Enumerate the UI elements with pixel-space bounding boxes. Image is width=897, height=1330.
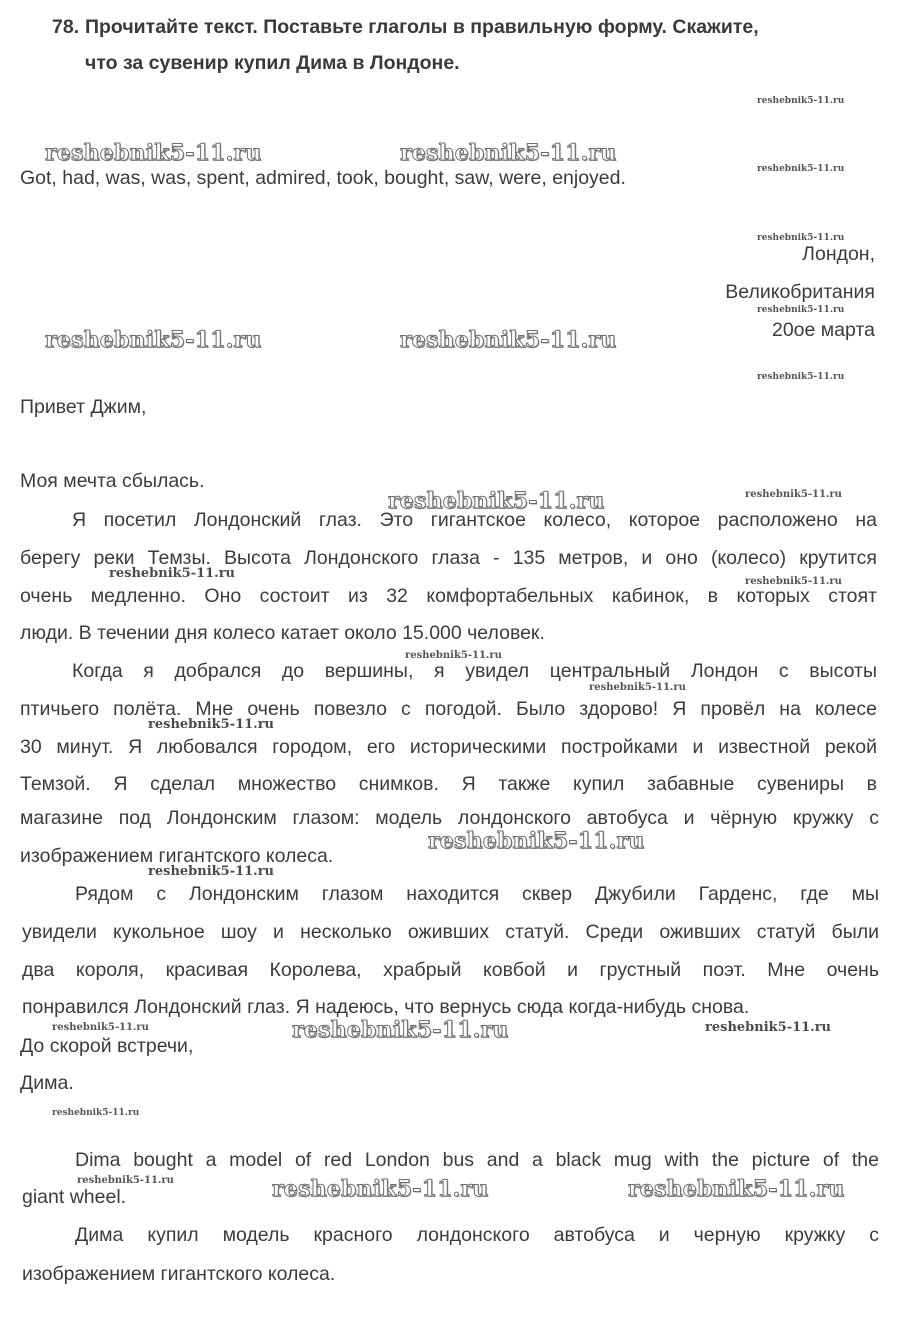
watermark: reshebnik5-11.ru [400, 140, 617, 166]
paragraph-2-line-2: птичьего полёта. Мне очень повезло с погодой. Было здорово! Я провёл на колесе [20, 698, 877, 720]
watermark: reshebnik5-11.ru [45, 327, 262, 353]
paragraph-3-line-2: увидели кукольное шоу и несколько оживших статуй. Среди оживших статуй были [22, 921, 879, 943]
watermark: reshebnik5-11.ru [148, 717, 275, 732]
watermark: reshebnik5-11.ru [45, 140, 262, 166]
paragraph-2-line-5: магазине под Лондонским глазом: модель лондонского автобуса и чёрную кружку с [20, 807, 879, 829]
watermark: reshebnik5-11.ru [405, 650, 502, 661]
watermark: reshebnik5-11.ru [757, 233, 845, 243]
answer-en-line-1: Dima bought a model of red London bus and a black mug with the picture of the [75, 1149, 879, 1171]
paragraph-1-line-3: очень медленно. Оно состоит из 32 комфортабельных кабинок, в которых стоят [20, 585, 877, 607]
watermark: reshebnik5-11.ru [292, 1017, 509, 1043]
watermark: reshebnik5-11.ru [589, 682, 686, 693]
paragraph-3-line-3: два короля, красивая Королева, храбрый ковбой и грустный поэт. Мне очень [22, 959, 879, 981]
paragraph-3-line-4: понравился Лондонский глаз. Я надеюсь, что вернусь сюда когда-нибудь снова. [22, 996, 750, 1018]
answer-ru-line-1: Дима купил модель красного лондонского автобуса и черную кружку с [75, 1224, 879, 1246]
watermark: reshebnik5-11.ru [77, 1175, 174, 1186]
watermark: reshebnik5-11.ru [388, 488, 605, 514]
letter-date: 20ое марта [771, 319, 875, 341]
watermark: reshebnik5-11.ru [757, 96, 845, 106]
paragraph-2-line-1: Когда я добрался до вершины, я увидел центральный Лондон с высоты [72, 660, 877, 682]
watermark: reshebnik5-11.ru [757, 164, 845, 174]
task-number: 78. [52, 16, 80, 38]
watermark: reshebnik5-11.ru [109, 566, 236, 581]
watermark: reshebnik5-11.ru [705, 1020, 832, 1035]
address-country: Великобритания [725, 281, 875, 303]
paragraph-2-line-6: изображением гигантского колеса. [20, 845, 334, 867]
watermark: reshebnik5-11.ru [428, 828, 645, 854]
answer-en-line-2: giant wheel. [22, 1186, 127, 1208]
paragraph-1-line-1: Я посетил Лондонский глаз. Это гигантское колесо, которое расположено на [72, 509, 877, 531]
watermark: reshebnik5-11.ru [745, 576, 842, 587]
address-city: Лондон, [802, 243, 875, 265]
letter-signature: Дима. [20, 1072, 74, 1094]
task-instruction-line-2: что за сувенир купил Дима в Лондоне. [85, 52, 460, 74]
watermark: reshebnik5-11.ru [148, 864, 275, 879]
watermark: reshebnik5-11.ru [757, 372, 845, 382]
paragraph-3-line-1: Рядом с Лондонским глазом находится сквер Джубили Гарденс, где мы [75, 883, 879, 905]
letter-greeting: Привет Джим, [20, 396, 147, 418]
letter-opening: Моя мечта сбылась. [20, 470, 205, 492]
letter-closing: До скорой встречи, [20, 1035, 194, 1057]
watermark: reshebnik5-11.ru [52, 1022, 149, 1033]
task-instruction-line-1: Прочитайте текст. Поставьте глаголы в правильную форму. Скажите, [85, 16, 759, 38]
watermark: reshebnik5-11.ru [757, 305, 845, 315]
answer-verbs: Got, had, was, was, spent, admired, took, bought, saw, were, enjoyed. [20, 167, 626, 189]
paragraph-1-line-4: люди. В течении дня колесо катает около 15.000 человек. [20, 622, 545, 644]
answer-ru-line-2: изображением гигантского колеса. [22, 1263, 336, 1285]
paragraph-1-line-2: берегу реки Темзы. Высота Лондонского глаза - 135 метров, и оно (колесо) крутится [20, 547, 877, 569]
watermark: reshebnik5-11.ru [628, 1176, 845, 1202]
paragraph-2-line-4: Темзой. Я сделал множество снимков. Я также купил забавные сувениры в [20, 773, 877, 795]
watermark: reshebnik5-11.ru [52, 1108, 140, 1118]
watermark: reshebnik5-11.ru [272, 1176, 489, 1202]
watermark: reshebnik5-11.ru [400, 327, 617, 353]
paragraph-2-line-3: 30 минут. Я любовался городом, его историческими постройками и известной рекой [20, 736, 877, 758]
watermark: reshebnik5-11.ru [745, 489, 842, 500]
